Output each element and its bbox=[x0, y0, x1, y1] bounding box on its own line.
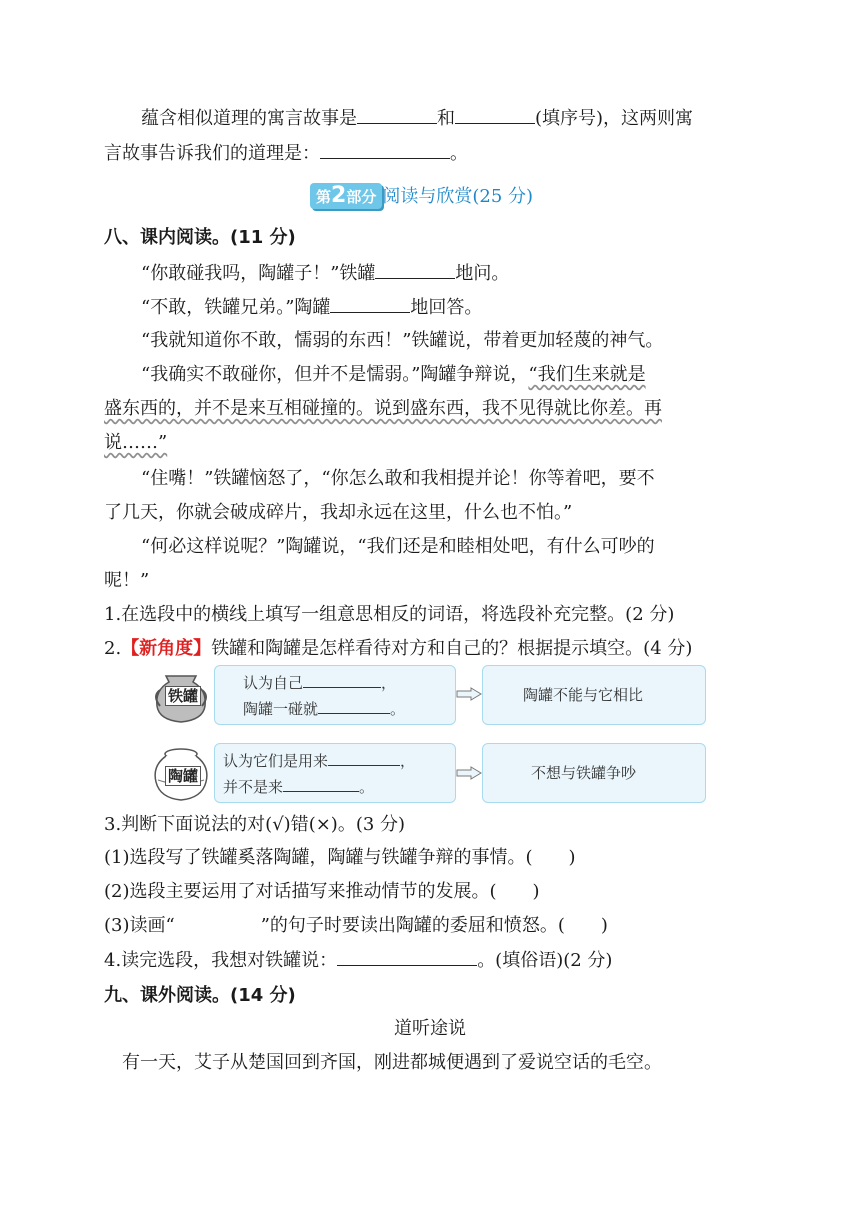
clay-jar-label: 陶罐 bbox=[165, 766, 201, 786]
wavy-underlined-text: “我们生来就是 bbox=[528, 364, 646, 385]
part-badge: 第2部分 bbox=[310, 183, 382, 209]
story-line: 了几天，你就会破成碎片，我却永远在这里，什么也不怕。” bbox=[104, 502, 573, 523]
iron-jar-hint-box: 认为自己 ， 陶罐一碰就 。 bbox=[214, 665, 456, 725]
judgment-item[interactable]: (2)选段主要运用了对话描写来推动情节的发展。( ) bbox=[104, 881, 540, 902]
passage-line: 有一天，艾子从楚国回到齐国，刚进都城便遇到了爱说空话的毛空。 bbox=[122, 1052, 662, 1073]
story-line: “何必这样说呢？”陶罐说，“我们还是和睦相处吧，有什么可吵的 bbox=[141, 536, 655, 557]
answer-blank[interactable] bbox=[357, 105, 437, 124]
question-4: 4.读完选段，我想对铁罐说： 。(填俗语)(2 分) bbox=[104, 947, 612, 974]
clay-jar-result-box: 不想与铁罐争吵 bbox=[482, 743, 706, 803]
answer-blank[interactable] bbox=[283, 777, 359, 792]
story-line: “住嘴！”铁罐恼怒了，“你怎么敢和我相提并论！你等着吧，要不 bbox=[141, 468, 655, 489]
story-line: “我确实不敢碰你，但并不是懦弱。”陶罐争辩说，“我们生来就是 bbox=[141, 364, 646, 385]
answer-blank[interactable] bbox=[318, 699, 390, 714]
answer-blank[interactable] bbox=[337, 947, 477, 966]
part-header bbox=[310, 183, 533, 210]
answer-blank[interactable] bbox=[375, 260, 455, 279]
question-3-heading: 3.判断下面说法的对(√)错(×)。(3 分) bbox=[104, 814, 406, 835]
clay-jar-hint-box: 认为它们是用来 ， 并不是来 。 bbox=[214, 743, 456, 803]
text-fragment: (填序号)，这两则寓 bbox=[535, 108, 694, 129]
judgment-item[interactable]: (3)读画“ ”的句子时要读出陶罐的委屈和愤怒。( ) bbox=[104, 913, 608, 939]
section-heading: 八、课内阅读。(11 分) bbox=[104, 227, 296, 248]
judgment-item[interactable]: (1)选段写了铁罐奚落陶罐，陶罐与铁罐争辩的事情。( ) bbox=[104, 847, 576, 868]
section-heading: 九、课外阅读。(14 分) bbox=[104, 985, 296, 1006]
story-line: “不敢，铁罐兄弟。”陶罐 地回答。 bbox=[141, 294, 482, 321]
paragraph-line bbox=[104, 140, 468, 167]
arrow-right-icon bbox=[456, 687, 482, 701]
iron-jar-result-box: 陶罐不能与它相比 bbox=[482, 665, 706, 725]
part-title: 阅读与欣赏(25 分) bbox=[382, 186, 534, 207]
text-fragment: 言故事告诉我们的道理是： bbox=[104, 143, 320, 164]
story-line: 呢！” bbox=[104, 570, 150, 591]
story-line: 说……” bbox=[104, 432, 168, 453]
story-line: “我就知道你不敢，懦弱的东西！”铁罐说，带着更加轻蔑的神气。 bbox=[141, 330, 664, 351]
question-2: 2.【新角度】铁罐和陶罐是怎样看待对方和自己的？根据提示填空。(4 分) bbox=[104, 638, 693, 659]
wavy-line-sample bbox=[175, 913, 261, 939]
question-1: 1.在选段中的横线上填写一组意思相反的词语，将选段补充完整。(2 分) bbox=[104, 604, 675, 625]
text-fragment: 蕴含相似道理的寓言故事是 bbox=[141, 108, 357, 129]
text-fragment: 和 bbox=[437, 108, 455, 129]
story-line: 盛东西的，并不是来互相碰撞的。说到盛东西，我不见得就比你差。再 bbox=[104, 398, 662, 419]
answer-blank[interactable] bbox=[455, 105, 535, 124]
paragraph-line bbox=[141, 105, 693, 132]
passage-title: 道听途说 bbox=[394, 1018, 466, 1039]
answer-blank[interactable] bbox=[330, 294, 410, 313]
story-line: “你敢碰我吗，陶罐子！”铁罐 地问。 bbox=[141, 260, 509, 287]
arrow-right-icon bbox=[456, 766, 482, 780]
answer-blank[interactable] bbox=[303, 673, 381, 688]
iron-jar-label: 铁罐 bbox=[165, 686, 201, 706]
answer-blank[interactable] bbox=[328, 751, 400, 766]
answer-blank[interactable] bbox=[320, 140, 450, 159]
new-angle-tag: 【新角度】 bbox=[121, 638, 212, 659]
text-fragment: 。 bbox=[450, 143, 468, 164]
